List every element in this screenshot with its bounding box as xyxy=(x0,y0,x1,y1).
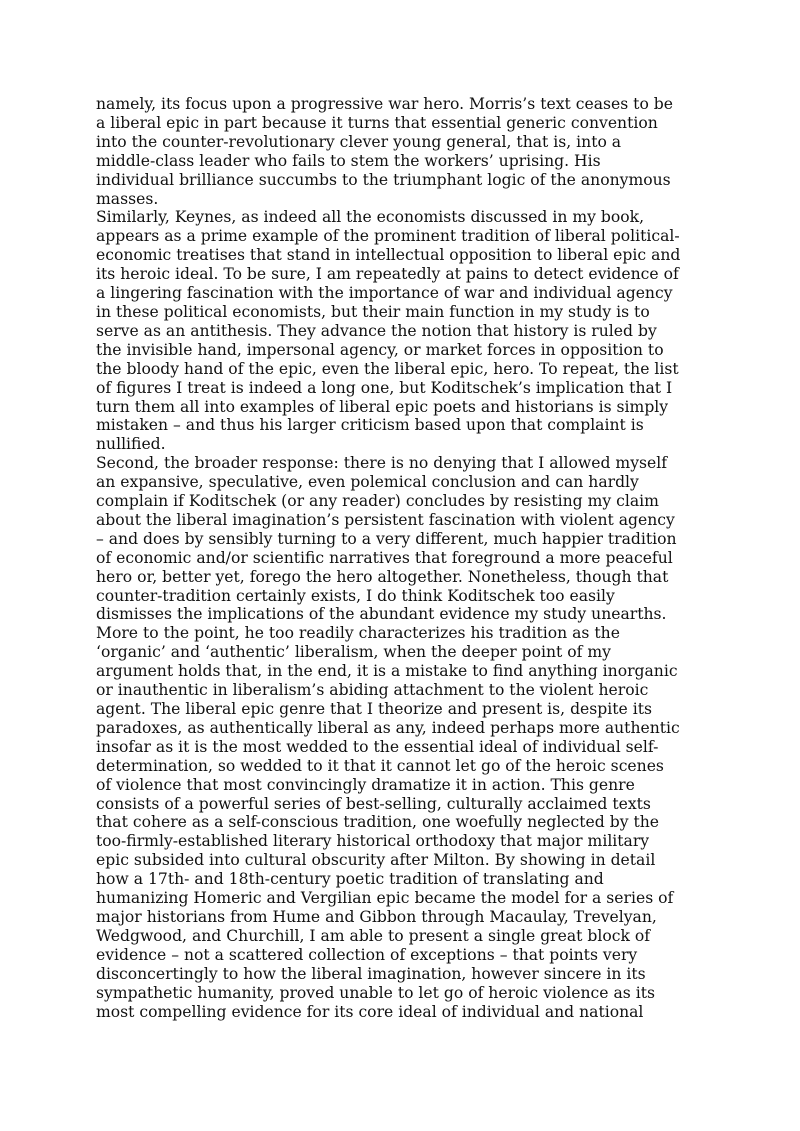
text-line: about the liberal imagination’s persistent fascination with violent agency xyxy=(96,510,675,529)
text-line: major historians from Hume and Gibbon through Macaulay, Trevelyan, xyxy=(96,907,657,926)
text-line: an expansive, speculative, even polemical conclusion and can hardly xyxy=(96,473,639,492)
text-line: in these political economists, but their main function in my study is to xyxy=(96,302,650,321)
text-line: the bloody hand of the epic, even the liberal epic, hero. To repeat, the list xyxy=(96,359,679,378)
paragraph-1 xyxy=(96,95,706,208)
text-line: argument holds that, in the end, it is a mistake to find anything inorganic xyxy=(96,662,678,681)
text-line: insofar as it is the most wedded to the essential ideal of individual self- xyxy=(96,737,659,756)
text-line: paradoxes, as authentically liberal as any, indeed perhaps more authentic xyxy=(96,718,680,737)
text-line: its heroic ideal. To be sure, I am repeatedly at pains to detect evidence of xyxy=(96,265,679,284)
text-line: namely, its focus upon a progressive war hero. Morris’s text ceases to be xyxy=(96,95,674,113)
text-line: or inauthentic in liberalism’s abiding attachment to the violent heroic xyxy=(96,681,649,700)
text-line: epic subsided into cultural obscurity after Milton. By showing in detail xyxy=(96,851,656,870)
text-line: Second, the broader response: there is no denying that I allowed myself xyxy=(96,454,667,473)
text-line: economic treatises that stand in intellectual opposition to liberal epic and xyxy=(96,246,681,265)
text-line: Wedgwood, and Churchill, I am able to present a single great block of xyxy=(96,926,651,945)
text-line: counter-tradition certainly exists, I do think Koditschek too easily xyxy=(96,586,615,605)
text-line: individual brilliance succumbs to the triumphant logic of the anonymous xyxy=(96,170,671,189)
text-line: too-firmly-established literary historical orthodoxy that major military xyxy=(96,832,650,851)
paragraph-3 xyxy=(96,454,706,1021)
text-line: appears as a prime example of the prominent tradition of liberal political- xyxy=(96,227,680,246)
text-line: ‘organic’ and ‘authentic’ liberalism, when the deeper point of my xyxy=(96,643,611,662)
text-line: sympathetic humanity, proved unable to let go of heroic violence as its xyxy=(96,983,655,1002)
text-line: most compelling evidence for its core ideal of individual and national xyxy=(96,1002,644,1021)
document-page xyxy=(96,95,706,1021)
text-line: serve as an antithesis. They advance the notion that history is ruled by xyxy=(96,321,657,340)
text-line: masses. xyxy=(96,189,159,208)
text-line: of economic and/or scientific narratives that foreground a more peaceful xyxy=(96,548,673,567)
text-line: a lingering fascination with the importance of war and individual agency xyxy=(96,284,673,303)
text-line: disconcertingly to how the liberal imagination, however sincere in its xyxy=(96,964,646,983)
text-line: into the counter-revolutionary clever young general, that is, into a xyxy=(96,132,622,151)
text-line: hero or, better yet, forego the hero altogether. Nonetheless, though that xyxy=(96,567,669,586)
text-line: humanizing Homeric and Vergilian epic became the model for a series of xyxy=(96,889,674,908)
text-line: turn them all into examples of liberal epic poets and historians is simply xyxy=(96,397,669,416)
text-line: a liberal epic in part because it turns that essential generic convention xyxy=(96,113,658,132)
paragraph-2 xyxy=(96,208,706,454)
text-line: More to the point, he too readily characterizes his tradition as the xyxy=(96,624,620,643)
text-line: of violence that most convincingly dramatize it in action. This genre xyxy=(96,775,635,794)
text-line: Similarly, Keynes, as indeed all the economists discussed in my book, xyxy=(96,208,645,227)
text-line: middle-class leader who fails to stem the workers’ uprising. His xyxy=(96,151,601,170)
text-line: of figures I treat is indeed a long one, but Koditschek’s implication that I xyxy=(96,378,673,397)
text-line: nullified. xyxy=(96,435,166,454)
text-line: the invisible hand, impersonal agency, or market forces in opposition to xyxy=(96,340,664,359)
text-line: complain if Koditschek (or any reader) concludes by resisting my claim xyxy=(96,492,659,511)
text-line: agent. The liberal epic genre that I theorize and present is, despite its xyxy=(96,700,652,718)
text-line: mistaken – and thus his larger criticism based upon that complaint is xyxy=(96,416,644,435)
text-line: dismisses the implications of the abundant evidence my study unearths. xyxy=(96,605,667,624)
text-line: determination, so wedded to it that it cannot let go of the heroic scenes xyxy=(96,756,664,775)
text-line: that cohere as a self-conscious tradition, one woefully neglected by the xyxy=(96,813,659,832)
text-line: – and does by sensibly turning to a very different, much happier tradition xyxy=(96,529,677,548)
text-line: consists of a powerful series of best-selling, culturally acclaimed texts xyxy=(96,794,651,813)
text-line: how a 17th- and 18th-century poetic tradition of translating and xyxy=(96,870,604,889)
text-line: evidence – not a scattered collection of exceptions – that points very xyxy=(96,945,638,964)
